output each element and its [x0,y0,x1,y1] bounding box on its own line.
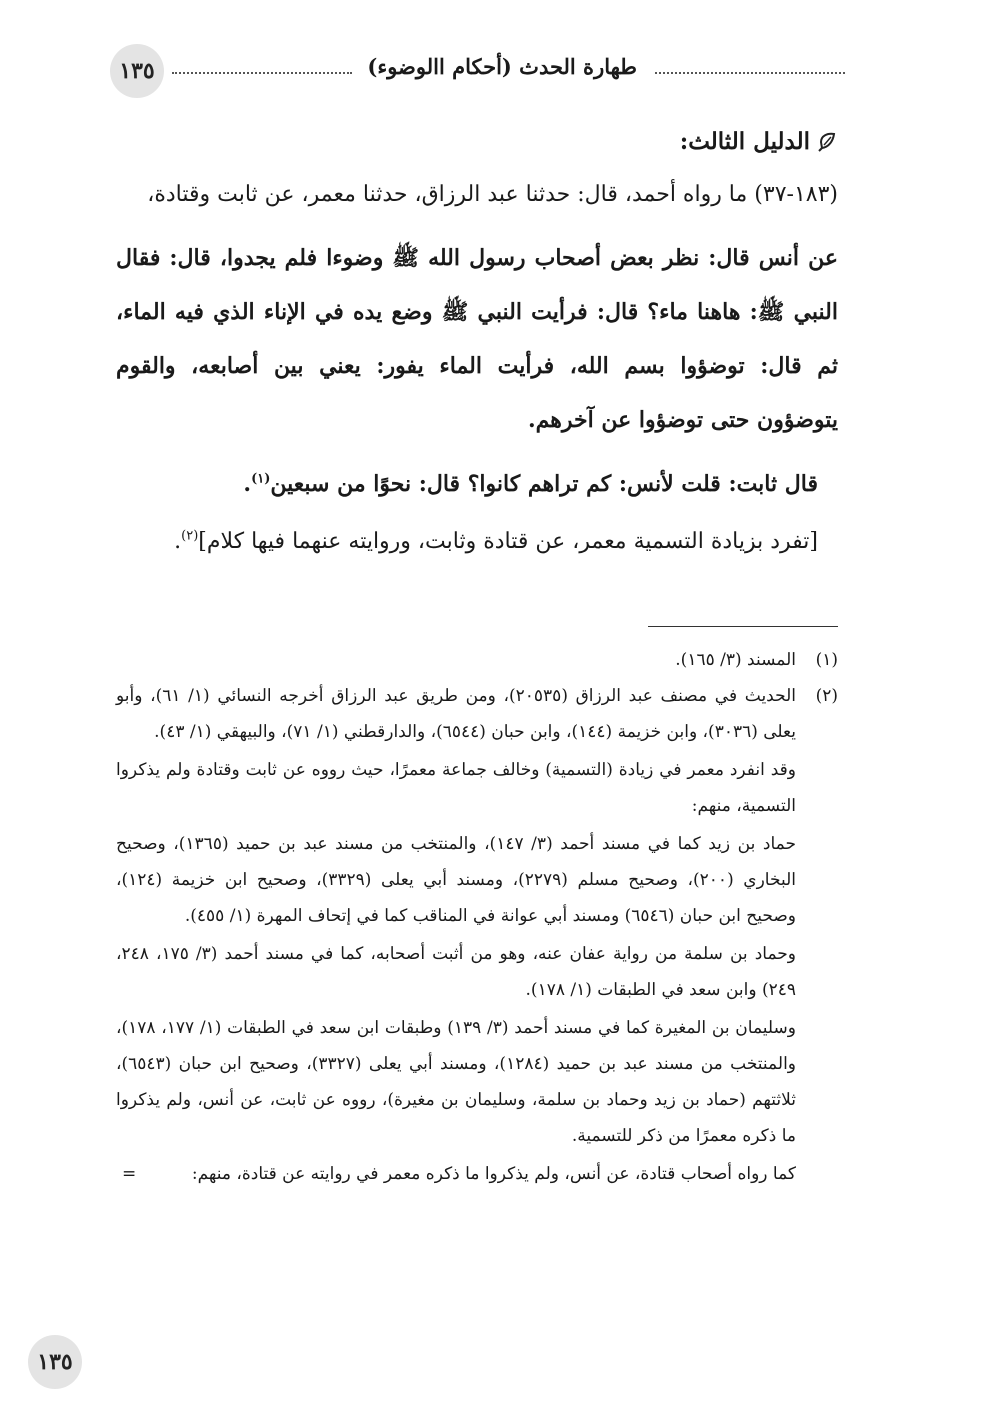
main-text [116,122,838,568]
thabit-quote: قال ثابت: قلت لأنس: كم تراهم كانوا؟ قال: نحوًا من سبعين$^{(١)}$. [243,471,818,497]
footnote-paragraph: حماد بن زيد كما في مسند أحمد (٣/ ١٤٧)، والمنتخب من مسند عبد بن حميد (١٣٦٥)، وصحيح البخاري (٢٠٠)، وصحيح مسلم (٢٢٧٩)، ومسند أبي يعلى (٣٣٢٩)، وصحيح ابن خزيمة (١٢٤)، وصحيح ابن حبان (٦٥٤٦) ومسند أبي عوانة في المناقب كما في إتحاف المهرة (١/ ٤٥٥). [116,834,797,926]
footnote-paragraph: المسند (٣/ ١٦٥). [675,650,796,670]
footnote-ref-2[interactable]: (٢) [181,528,199,544]
running-title: طهارة الحدث (أحكام االوضوء) [359,54,645,79]
footnote-2 [116,678,838,1192]
hadith-intro: (١٨٣-٣٧) ما رواه أحمد، قال: حدثنا عبد الرزاق، حدثنا معمر، عن ثابت وقتادة، [147,182,838,207]
section-heading [116,122,838,162]
editorial-note [116,515,838,568]
footnote-body [116,678,796,1192]
footer-page-number: ١٣٥ [28,1335,82,1389]
footnote-paragraph: الحديث في مصنف عبد الرزاق (٢٠٥٣٥)، ومن طريق عبد الرزاق أخرجه النسائي (١/ ٦١)، وأبو يعلى (٣٠٣٦)، وابن خزيمة (١٤٤)، وابن حبان (٦٥٤٤)، والدارقطني (١/ ٧١)، والبيهقي (١/ ٤٣). [116,686,796,742]
header-leader-dots-right [655,72,845,74]
continuation-mark: = [122,1164,137,1184]
footnotes [116,642,838,1192]
header-leader-dots-left [172,72,352,74]
footnote-separator [648,626,838,627]
leaf-ornament-icon [818,132,838,152]
footnote-ref-1[interactable]: (١) [251,471,271,487]
footnote-body [116,642,796,678]
editorial-note-end: . [174,529,182,554]
editorial-note-text: [تفرد بزيادة التسمية معمر، عن قتادة وثابت، وروايته عنهما فيها كلام] [198,529,818,554]
hadith-text: عن أنس قال: نظر بعض أصحاب رسول الله ﷺ وضوءا فلم يجدوا، قال: فقال النبي ﷺ: هاهنا ماء؟ قال: فرأيت النبي ﷺ وضع يده في الإناء الذي فيه الماء، ثم قال: توضؤوا بسم الله، فرأيت الماء يفور: يعني بين أصابعه، والقوم يتوضؤون حتى توضؤوا عن آخرهم. [116,245,838,433]
footnote-number: (٢) [815,686,838,706]
footnote-paragraph-text: كما رواه أصحاب قتادة، عن أنس، ولم يذكروا ما ذكره معمر في روايته عن قتادة، منهم: [191,1164,796,1184]
footnote-number: (١) [815,650,838,670]
footnote-paragraph: وسليمان بن المغيرة كما في مسند أحمد (٣/ ١٣٩) وطبقات ابن سعد في الطبقات (١/ ١٧٧، ١٧٨)، والمنتخب من مسند عبد بن حميد (١٢٨٤)، ومسند أبي يعلى (٣٣٢٧)، وصحيح ابن حبان (٦٥٤٣)، ثلاثتهم (حماد بن زيد وحماد بن سلمة، وسليمان بن مغيرة)، رووه عن ثابت، عن أنس، ولم يذكروا ما ذكره معمرًا من ذكر للتسمية. [116,1018,796,1146]
footnote-paragraph: وقد انفرد معمر في زيادة (التسمية) وخالف جماعة معمرًا، حيث رووه عن ثابت وقتادة ولم يذكروا التسمية، منهم: [116,760,796,816]
footnote-1 [116,642,838,678]
thabit-quote-text: قال ثابت: قلت لأنس: كم تراهم كانوا؟ قال: نحوًا من سبعين [270,471,818,497]
footnote-paragraph-last [116,1156,796,1192]
header-page-number: ١٣٥ [110,44,164,98]
page-header [110,44,845,104]
heading-text: الدليل الثالث: [679,128,810,155]
footnote-paragraph: وحماد بن سلمة من رواية عفان عنه، وهو من أثبت أصحابه، كما في مسند أحمد (٣/ ١٧٥، ٢٤٨، ٢٤٩) وابن سعد في الطبقات (١/ ١٧٨). [116,944,797,1000]
